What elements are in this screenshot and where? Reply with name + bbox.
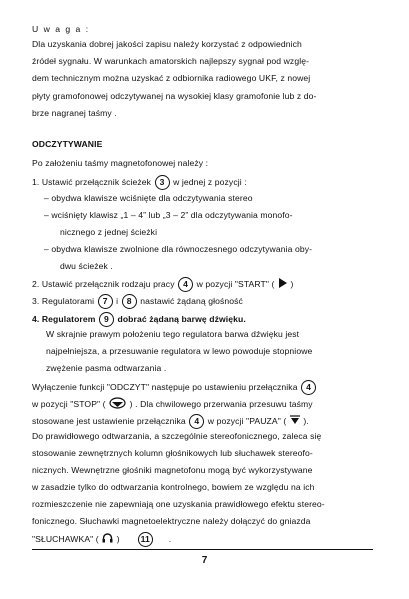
body-line-4: w zasadzie tylko do odtwarzania kontrolnego, bowiem ze względu na ich: [32, 482, 315, 492]
pause-line-tail: w pozycji "PAUZA" (: [207, 415, 287, 426]
step-4-note-1: W skrajnie prawym położeniu tego regulatora barwa dźwięku jest: [46, 329, 300, 339]
headphones-line-close: ): [116, 533, 120, 544]
step-2-tail: w pozycji "START" (: [196, 278, 275, 289]
step-3-text: 3. Regulatorami: [32, 295, 95, 306]
step-2-text: 2. Ustawić przełącznik rodzaju pracy: [32, 278, 175, 289]
step-1-sub-1: – obydwa klawisze wciśnięte dla odczytywania stereo: [44, 193, 253, 203]
play-triangle-icon: [278, 278, 287, 291]
body-line-3: nicznych. Wewnętrzne głośniki magnetofonu mogą być wykorzystywane: [32, 465, 313, 475]
step-4-tail: dobrać żądaną barwę dźwięku.: [117, 313, 246, 324]
headphones-icon: [102, 533, 113, 546]
step-4-text: 4. Regulatorem: [32, 313, 96, 324]
pause-line-close: ).: [303, 415, 309, 426]
body-line-5: rozmieszczenie nie zapewniają one uzyskania prawidłowego efektu stereo-: [32, 499, 325, 509]
step-2-close: ): [290, 278, 294, 289]
pause-triangle-icon: [290, 415, 300, 428]
stop-line-2-text: w pozycji "STOP" (: [32, 398, 106, 409]
warning-line-3: dem technicznym można uzyskać z odbiornika radiowego UKF, z nowej: [32, 73, 311, 83]
page-number: 7: [201, 555, 208, 566]
step-1-sub-2: – wciśnięty klawisz „1 – 4” lub „3 – 2” dla odczytywania monofo-: [44, 210, 293, 220]
step-4: [32, 312, 246, 327]
callout-4: 4: [178, 277, 193, 292]
body-line-2: stosowanie zewnętrznych kolumn głośnikowych lub słuchawek stereofo-: [32, 448, 313, 458]
callout-4c: 4: [189, 414, 204, 429]
stop-eye-icon: [109, 397, 126, 412]
callout-3: 3: [155, 175, 170, 190]
headphones-line-end: .: [168, 533, 172, 544]
step-1-sub-2-cont: nicznego z jednej ścieżki: [60, 227, 158, 237]
step-3-tail: nastawić żądaną głośność: [140, 295, 243, 306]
headphones-line: [32, 532, 171, 547]
footer-rule: [32, 549, 373, 550]
headphones-line-text: "SŁUCHAWKA" (: [32, 533, 99, 544]
step-1-sub-3: – obydwa klawisze zwolnione dla równoczesnego odczytywania oby-: [44, 244, 313, 254]
pause-line: [32, 414, 309, 429]
step-3-and: i: [116, 295, 119, 306]
callout-4b: 4: [301, 380, 316, 395]
step-1-tail: w jednej z pozycji :: [173, 176, 247, 187]
callout-9: 9: [99, 312, 114, 327]
stop-line-2: [32, 397, 313, 412]
pause-line-text: stosowane jest ustawienie przełącznika: [32, 415, 186, 426]
step-1-text: 1. Ustawić przełącznik ścieżek: [32, 176, 152, 187]
step-3: [32, 294, 243, 309]
body-line-1: Do prawidłowego odtwarzania, a szczególnie stereofonicznego, zaleca się: [32, 431, 322, 441]
stop-line-1-text: Wyłączenie funkcji "ODCZYT" następuje po ustawieniu przełącznika: [32, 381, 298, 392]
stop-line-1: [32, 380, 317, 395]
stop-line-2-tail: ) . Dla chwilowego przerwania przesuwu taśmy: [129, 398, 313, 409]
body-line-6: fonicznego. Słuchawki magnetoelektryczne należy dołączyć do gniazda: [32, 516, 311, 526]
step-1-sub-3-cont: dwu ścieżek .: [60, 261, 113, 271]
step-4-note-3: zwężenie pasma odtwarzania .: [46, 363, 167, 373]
callout-7: 7: [98, 294, 113, 309]
warning-title: U w a g a :: [32, 24, 90, 34]
section-heading: ODCZYTYWANIE: [32, 139, 103, 149]
warning-line-4: płyty gramofonowej odczytywanej na wysokiej klasy gramofonie lub z do-: [32, 91, 317, 101]
step-2: [32, 277, 293, 292]
section-intro: Po założeniu taśmy magnetofonowej należy :: [32, 158, 209, 168]
callout-8: 8: [122, 294, 137, 309]
warning-line-2: źródeł sygnału. W warunkach amatorskich najlepszy sygnał pod wzglę-: [32, 56, 310, 66]
step-4-note-2: najpełniejsza, a przesuwanie regulatora w lewo powoduje stopniowe: [46, 346, 313, 356]
callout-11: 11: [138, 532, 153, 547]
warning-line-1: Dla uzyskania dobrej jakości zapisu należy korzystać z odpowiednich: [32, 39, 302, 49]
step-1: [32, 175, 247, 190]
warning-line-5: brze nagranej taśmy .: [32, 108, 117, 118]
